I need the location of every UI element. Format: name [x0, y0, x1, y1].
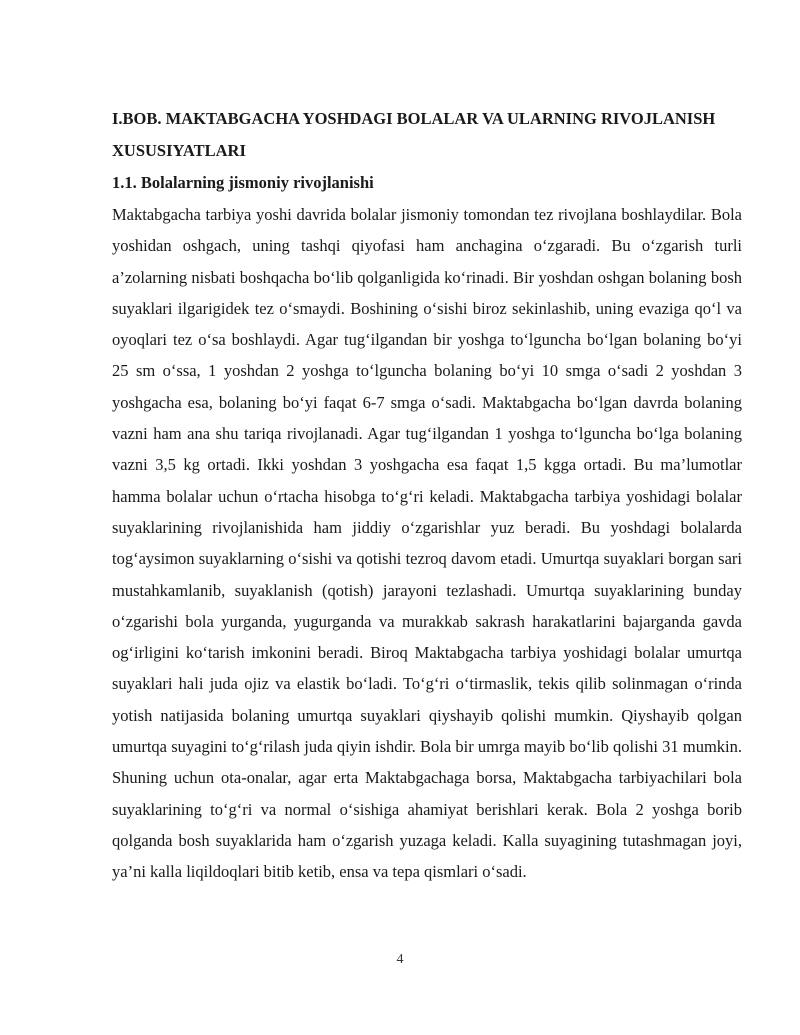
body-paragraph: Maktabgacha tarbiya yoshi davrida bolalar jismoniy tomondan tez rivojlana boshlaydilar. Bola yoshidan oshgach, uning tashqi qiyofasi ham anchagina o‘zgaradi. Bu o‘zgarish turli a’zolarning nisbati boshqacha bo‘lib qolganligida ko‘rinadi. Bir yoshdan oshgan bolaning bosh suyaklari ilgarigidek tez o‘smaydi. Boshining o‘sishi biroz sekinlashib, uning evaziga qo‘l va oyoqlari tez o‘sa boshlaydi. Agar tug‘ilgandan bir yoshga to‘lguncha bo‘lgan bolaning bo‘yi 25 sm o‘ssa, 1 yoshdan 2 yoshga to‘lguncha bolaning bo‘yi 10 smga o‘sadi 2 yoshdan 3 yoshgacha esa, bolaning bo‘yi faqat 6-7 smga o‘sadi. Maktabgacha bo‘lgan davrda bolaning vazni ham ana shu tariqa rivojlanadi. Agar tug‘ilgandan 1 yoshga to‘lguncha bo‘lga bolaning vazni 3,5 kg ortadi. Ikki yoshdan 3 yoshgacha esa faqat 1,5 kgga ortadi. Bu ma’lumotlar hamma bolalar uchun o‘rtacha hisobga to‘g‘ri keladi. Maktabgacha tarbiya yoshidagi bolalar suyaklarining rivojlanishida ham jiddiy o‘zgarishlar yuz beradi. Bu yoshdagi bolalarda tog‘aysimon suyaklarning o‘sishi va qotishi tezroq davom etadi. Umurtqa suyaklari borgan sari mustahkamlanib, suyaklanish (qotish) jarayoni tezlashadi. Umurtqa suyaklarining bunday o‘zgarishi bola yurganda, yugurganda va murakkab sakrash harakatlarini bajarganda gavda og‘irligini ko‘tarish imkonini beradi. Biroq Maktabgacha tarbiya yoshidagi bolalar umurtqa suyaklari hali juda ojiz va elastik bo‘ladi. To‘g‘ri o‘tirmaslik, tekis qilib solinmagan o‘rinda yotish natijasida bolaning umurtqa suyaklari qiyshayib qolishi mumkin. Qiyshayib qolgan umurtqa suyagini to‘g‘rilash juda qiyin ishdir. Bola bir umrga mayib bo‘lib qolishi 31 mumkin. Shuning uchun ota-onalar, agar erta Maktabgachaga borsa, Maktabgacha tarbiyachilari bola suyaklarining to‘g‘ri va normal o‘sishiga ahamiyat berishlari kerak. Bola 2 yoshga borib qolganda bosh suyaklarida ham o‘zgarish yuzaga keladi. Kalla suyagining tutashmagan joyi, ya’ni kalla liqildoqlari bitib ketib, ensa va tepa qismlari o‘sadi.: [112, 205, 742, 882]
chapter-title: I.BOB. MAKTABGACHA YOSHDAGI BOLALAR VA ULARNING RIVOJLANISH XUSUSIYATLARI: [112, 109, 716, 160]
section-title: 1.1. Bolalarning jismoniy rivojlanishi: [112, 173, 374, 192]
page-number: 4: [396, 952, 404, 967]
page-content: [112, 103, 742, 888]
